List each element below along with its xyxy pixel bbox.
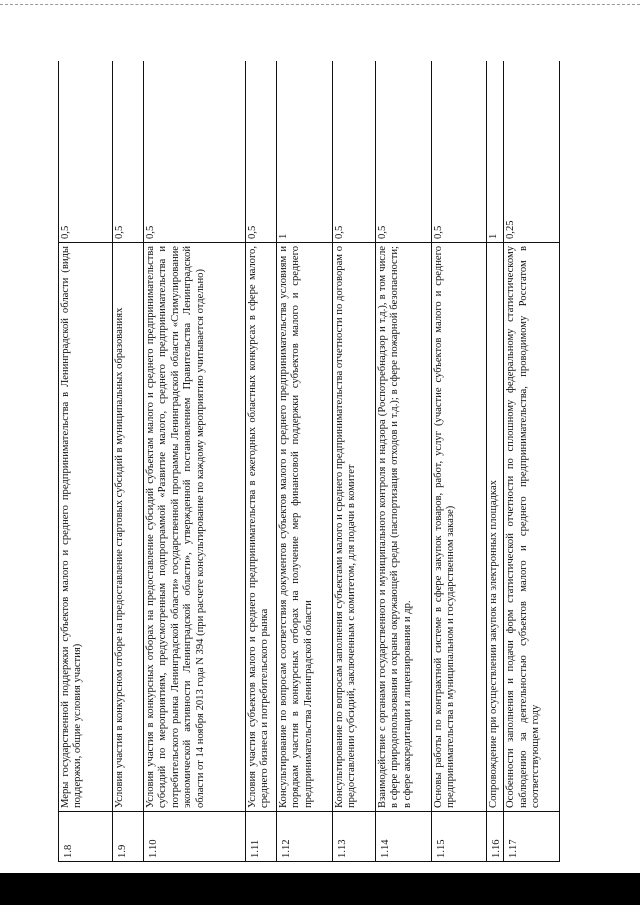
table-row [59,61,113,862]
table-row [333,61,376,862]
table-row [376,61,432,862]
row-value: 1 [277,61,333,243]
row-value: 0,5 [144,61,246,243]
row-text: Консультирование по вопросам соответствия документов субъектов малого и среднего предпринимательства условиям и порядкам участия в конкурсных отборах на получение мер финансовой поддержки субъектов малого и среднего предпринимательства Ленинградской области [277,243,333,812]
row-number: 1.9 [113,812,144,862]
row-text: Основы работы по контрактной системе в сфере закупок товаров, работ, услуг (участие субъектов малого и среднего предпринимательства в муниципальном и государственном заказе) [432,243,487,812]
row-number: 1.16 [487,812,504,862]
row-text: Меры государственной поддержки субъектов малого и среднего предпринимательства в Ленинградской области (виды поддержки, общие условия участия) [59,243,113,812]
rotated-table-wrapper [58,61,608,862]
row-number: 1.12 [277,812,333,862]
row-number: 1.13 [333,812,376,862]
scan-bottom-bar [0,873,640,905]
row-value: 0,5 [246,61,277,243]
consulting-table [58,61,560,862]
row-value: 0,25 [504,61,560,243]
table-row [504,61,560,862]
row-number: 1.11 [246,812,277,862]
row-number: 1.10 [144,812,246,862]
row-text: Взаимодействие с органами государственного и муниципального контроля и надзора (Роспотребнадзор и т.д.), в том числе в сфере природопользования и охраны окружающей среды (паспортизация отходов и т.д.); в сфере пожарной безопасности; в сфере аккредитации и лицензирования и др. [376,243,432,812]
row-text: Сопровождение при осуществлении закупок на электронных площадках [487,243,504,812]
row-value: 1 [487,61,504,243]
row-text: Условия участия в конкурсных отборах на предоставление субсидий субъектам малого и среднего предпринимательства субсидий по мероприятиям, предусмотренным подпрограммой «Развитие малого, среднего предпринимательства и потребительского рынка Ленинградской области» государственной программы Ленинградской области «Стимулирование экономической активности Ленинградской области», утвержденной постановлением Правительства Ленинградской области от 14 ноября 2013 года N 394 (при расчете консультирование по каждому мероприятию учитывается отдельно) [144,243,246,812]
row-value: 0,5 [333,61,376,243]
table-row [144,61,246,862]
row-value: 0,5 [113,61,144,243]
row-number: 1.17 [504,812,560,862]
row-number: 1.15 [432,812,487,862]
table-row [113,61,144,862]
row-text: Условия участия в конкурсном отборе на предоставление стартовых субсидий в муниципальных образованиях [113,243,144,812]
table-row [432,61,487,862]
row-number: 1.8 [59,812,113,862]
row-text: Условия участия субъектов малого и среднего предпринимательства в ежегодных областных конкурсах в сфере малого, среднего бизнеса и потребительского рынка [246,243,277,812]
row-value: 0,5 [376,61,432,243]
document-page [58,61,608,862]
row-value: 0,5 [59,61,113,243]
row-value: 0,5 [432,61,487,243]
row-text: Особенности заполнения и подачи форм статистической отчетности по сплошному федеральному статистическому наблюдению за деятельностью субъектов малого и среднего предпринимательства, проводимому Росстатом в соответствующем году [504,243,560,812]
table-row [246,61,277,862]
row-number: 1.14 [376,812,432,862]
table-row [277,61,333,862]
row-text: Консультирование по вопросам заполнения субъектами малого и среднего предпринимательства отчетности по договорам о предоставлении субсидий, заключенным с комитетом, для подачи в комитет [333,243,376,812]
scan-edge-line [0,4,640,5]
table-row [487,61,504,862]
